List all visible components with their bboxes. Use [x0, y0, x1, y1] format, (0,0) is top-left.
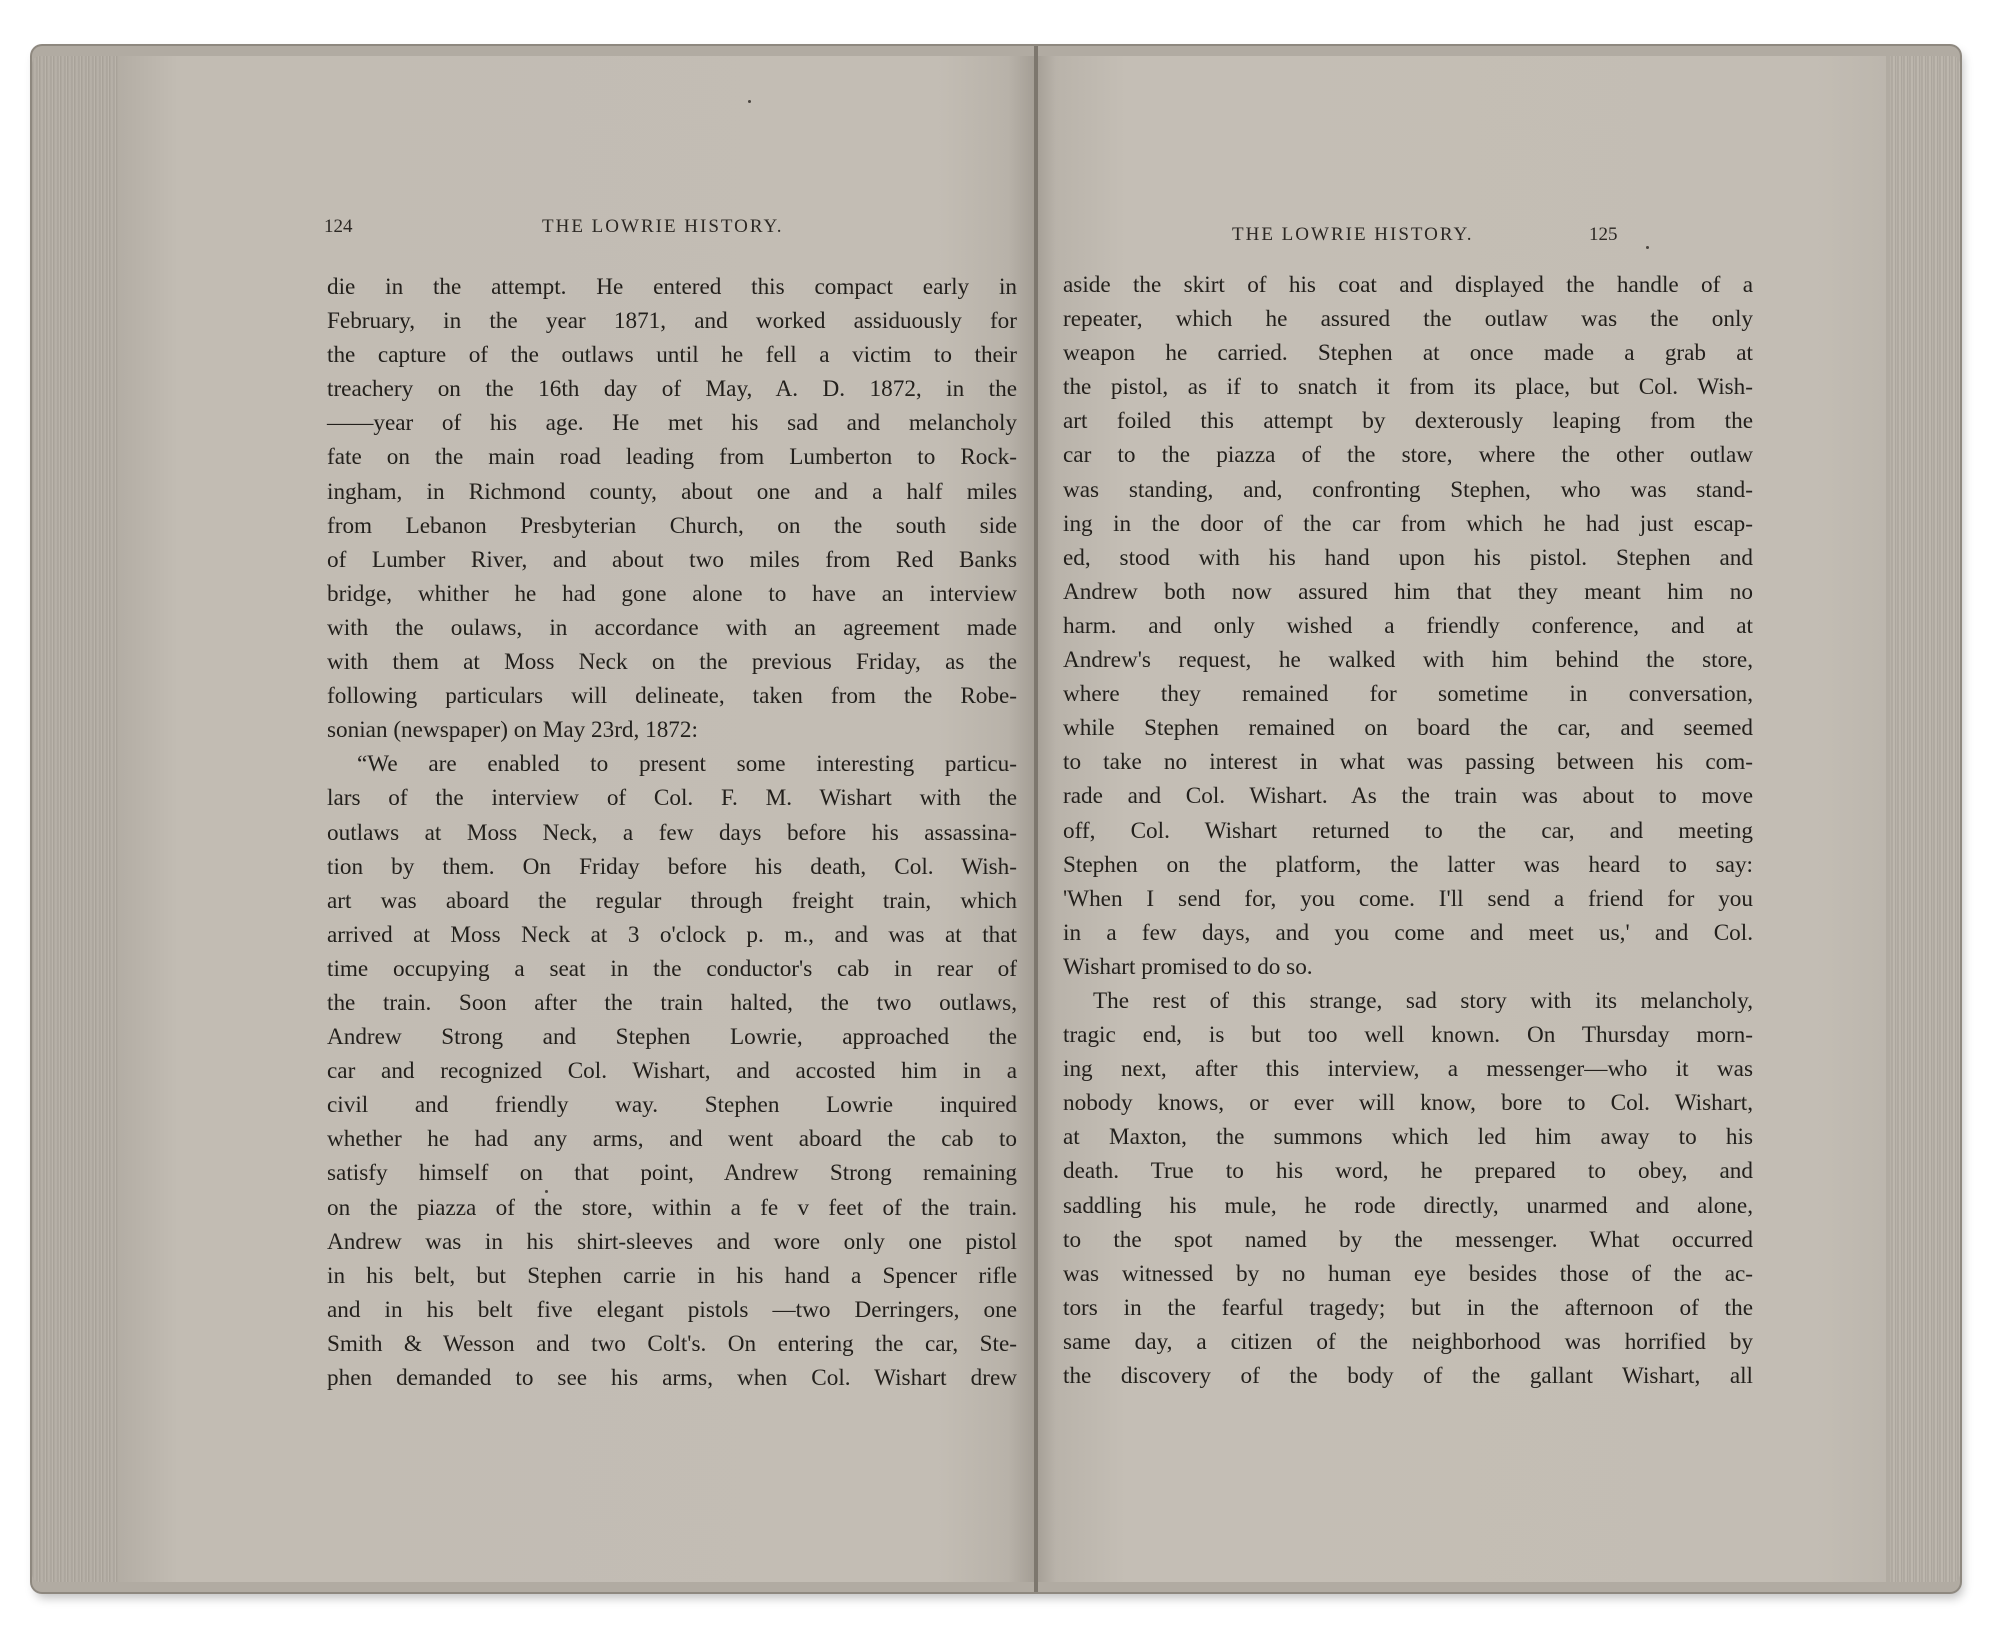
text-line: the train. Soon after the train halted, the two outlaws, — [327, 989, 1017, 1016]
text-line: Stephen on the platform, the latter was heard to say: — [1063, 851, 1753, 878]
speck — [748, 100, 751, 103]
text-line: satisfy himself on that point, Andrew Strong remaining — [327, 1160, 1017, 1187]
text-line: outlaws at Moss Neck, a few days before his assassina- — [327, 819, 1017, 846]
text-line: treachery on the 16th day of May, A. D. 1872, in the — [327, 376, 1017, 403]
book-gutter — [1034, 46, 1038, 1592]
text-line: whether he had any arms, and went aboard the cab to — [327, 1126, 1017, 1153]
text-line: nobody knows, or ever will know, bore to Col. Wishart, — [1063, 1090, 1753, 1117]
text-line: lars of the interview of Col. F. M. Wishart with the — [327, 785, 1017, 812]
text-line: off, Col. Wishart returned to the car, and meeting — [1063, 817, 1753, 844]
right-page-number: 125 — [1589, 224, 1618, 245]
text-line: Andrew was in his shirt-sleeves and wore only one pistol — [327, 1228, 1017, 1255]
text-line: with them at Moss Neck on the previous Friday, as the — [327, 649, 1017, 676]
open-book — [32, 46, 1960, 1592]
text-line: Andrew Strong and Stephen Lowrie, approached the — [327, 1024, 1017, 1051]
text-line: and in his belt five elegant pistols —two Derringers, one — [327, 1296, 1017, 1323]
speck — [545, 1190, 548, 1193]
text-line: Smith & Wesson and two Colt's. On entering the car, Ste- — [327, 1330, 1017, 1357]
text-line: tragic end, is but too well known. On Thursday morn- — [1063, 1022, 1753, 1049]
text-line: Andrew's request, he walked with him behind the store, — [1063, 647, 1753, 674]
right-page-body — [1063, 268, 1753, 1393]
text-line: to the spot named by the messenger. What occurred — [1063, 1226, 1753, 1253]
text-line: time occupying a seat in the conductor's cab in rear of — [327, 955, 1017, 982]
speck — [1646, 246, 1649, 249]
text-line: art was aboard the regular through freight train, which — [327, 887, 1017, 914]
text-line: of Lumber River, and about two miles from Red Banks — [327, 546, 1017, 573]
text-line: phen demanded to see his arms, when Col. Wishart drew — [327, 1365, 1017, 1391]
text-line: with the oulaws, in accordance with an agreement made — [327, 614, 1017, 641]
text-line: weapon he carried. Stephen at once made a grab at — [1063, 340, 1753, 367]
text-line: following particulars will delineate, taken from the Robe- — [327, 683, 1017, 710]
text-line: repeater, which he assured the outlaw was the only — [1063, 306, 1753, 333]
text-line: fate on the main road leading from Lumberton to Rock- — [327, 444, 1017, 471]
right-page-edges — [1890, 56, 1960, 1582]
text-line: art foiled this attempt by dexterously leaping from the — [1063, 408, 1753, 435]
text-line: saddling his mule, he rode directly, unarmed and alone, — [1063, 1192, 1753, 1219]
text-line: tion by them. On Friday before his death, Col. Wish- — [327, 853, 1017, 880]
left-page — [118, 56, 1036, 1582]
left-running-head: THE LOWRIE HISTORY. — [542, 216, 784, 237]
text-line: aside the skirt of his coat and displayed the handle of a — [1063, 272, 1753, 298]
text-line: February, in the year 1871, and worked assiduously for — [327, 308, 1017, 335]
text-line: at Maxton, the summons which led him away to his — [1063, 1124, 1753, 1151]
right-page — [1036, 56, 1886, 1582]
text-line: civil and friendly way. Stephen Lowrie inquired — [327, 1092, 1017, 1119]
text-line: to take no interest in what was passing between his com- — [1063, 749, 1753, 776]
text-line: rade and Col. Wishart. As the train was about to move — [1063, 783, 1753, 810]
text-line: die in the attempt. He entered this compact early in — [327, 274, 1017, 300]
text-line: “We are enabled to present some interesting particu- — [357, 751, 1017, 778]
text-line: on the piazza of the store, within a fe v feet of the train. — [327, 1194, 1017, 1221]
text-line: The rest of this strange, sad story with its melancholy, — [1093, 987, 1753, 1014]
text-line: tors in the fearful tragedy; but in the afternoon of the — [1063, 1294, 1753, 1321]
text-line: 'When I send for, you come. I'll send a friend for you — [1063, 885, 1753, 912]
text-line: while Stephen remained on board the car, and seemed — [1063, 715, 1753, 742]
text-line: ed, stood with his hand upon his pistol. Stephen and — [1063, 544, 1753, 571]
text-line: Wishart promised to do so. — [1063, 953, 1313, 980]
text-line: in a few days, and you come and meet us,' and Col. — [1063, 919, 1753, 946]
text-line: car to the piazza of the store, where the other outlaw — [1063, 442, 1753, 469]
text-line: Andrew both now assured him that they meant him no — [1063, 578, 1753, 605]
text-line: was standing, and, confronting Stephen, who was stand- — [1063, 476, 1753, 503]
text-line: sonian (newspaper) on May 23rd, 1872: — [327, 717, 698, 744]
right-running-head: THE LOWRIE HISTORY. — [1232, 224, 1474, 245]
text-line: the capture of the outlaws until he fell a victim to their — [327, 342, 1017, 369]
left-page-number: 124 — [324, 216, 353, 237]
text-line: ing in the door of the car from which he had just escap- — [1063, 510, 1753, 537]
text-line: the discovery of the body of the gallant Wishart, all — [1063, 1363, 1753, 1389]
text-line: was witnessed by no human eye besides those of the ac- — [1063, 1260, 1753, 1287]
text-line: same day, a citizen of the neighborhood was horrified by — [1063, 1328, 1753, 1355]
text-line: ing next, after this interview, a messenger—who it was — [1063, 1056, 1753, 1083]
text-line: death. True to his word, he prepared to obey, and — [1063, 1158, 1753, 1185]
text-line: arrived at Moss Neck at 3 o'clock p. m., and was at that — [327, 921, 1017, 948]
text-line: the pistol, as if to snatch it from its place, but Col. Wish- — [1063, 374, 1753, 401]
left-page-body — [327, 270, 1017, 1395]
left-page-edges — [32, 56, 122, 1582]
text-line: in his belt, but Stephen carrie in his hand a Spencer rifle — [327, 1262, 1017, 1289]
text-line: car and recognized Col. Wishart, and accosted him in a — [327, 1058, 1017, 1085]
text-line: ingham, in Richmond county, about one and a half miles — [327, 478, 1017, 505]
text-line: bridge, whither he had gone alone to have an interview — [327, 580, 1017, 607]
text-line: where they remained for sometime in conversation, — [1063, 681, 1753, 708]
text-line: ——year of his age. He met his sad and melancholy — [327, 410, 1017, 437]
text-line: harm. and only wished a friendly conference, and at — [1063, 612, 1753, 639]
text-line: from Lebanon Presbyterian Church, on the south side — [327, 512, 1017, 539]
